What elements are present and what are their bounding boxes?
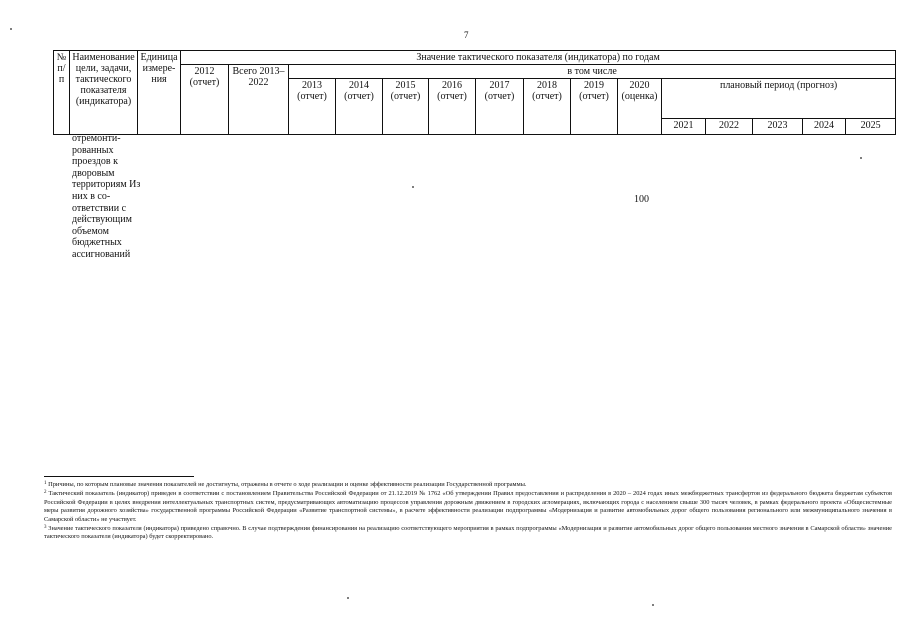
header-planned-year: 2025: [846, 119, 896, 135]
scan-speck: [860, 157, 862, 159]
footnotes: [44, 481, 892, 543]
footnote-3: $^3$ Значение тактического показателя (индикатора) приведено справочно. В случае подтверждения финансирования на реализацию соответствующего мероприятия в рамках подпрограммы «Модернизация и развитие автомобильных дорог общего пользования местного значения в Самарской области» значение тактического показателя (индикатора) будет скорректировано.: [44, 525, 892, 541]
header-planned-year: 2023: [753, 119, 803, 135]
header-planned-year: 2022: [706, 119, 753, 135]
header-values-by-year: Значение тактического показателя (индикатора) по годам: [181, 51, 896, 65]
header-indicator-name: Наименование цели, задачи, тактического показателя (индикатора): [70, 51, 138, 135]
header-year: 2013 (отчет): [289, 79, 336, 135]
header-planned-year: 2021: [662, 119, 706, 135]
footnote-2: $^2$ Тактический показатель (индикатор) приведен в соответствии с постановлением Правительства Российской Федерации от 21.12.2019 № 1762 «Об утверждении Правил предоставления и распределения в 2020 – 2024 годах иных межбюджетных трансфертов из федерального бюджета бюджетам субъектов Российской Федерации в целях внедрения интеллектуальных транспортных систем, предусматривающих автоматизацию процессов управления дорожным движением в городских агломерациях, включающих города с населением свыше 300 тысяч человек, в рамках федерального проекта «Общесистемные меры развития дорожного хозяйства» государственной программы Российской Федерации «Развитие транспортной системы», в расчете эффективности реализации подпрограммы «Модернизация и развитие автомобильных дорог общего пользования регионального или межмуниципального значения в Самарской области» не участвует.: [44, 490, 892, 523]
header-total: Всего 2013–2022: [229, 65, 289, 135]
header-planned-year: 2024: [803, 119, 846, 135]
header-year: 2016 (отчет): [429, 79, 476, 135]
header-year: 2017 (отчет): [476, 79, 524, 135]
indicator-description: отремонти-рованных проездов к дворовым территориям Из них в со-ответствии с действующим объемом бюджетных ассигнований: [72, 133, 141, 260]
scan-speck: [347, 597, 349, 599]
header-year: 2015 (отчет): [383, 79, 429, 135]
header-planned-period: плановый период (прогноз): [662, 79, 896, 119]
indicator-table: [53, 50, 896, 135]
scan-speck: [652, 604, 654, 606]
header-year: 2014 (отчет): [336, 79, 383, 135]
page-number: 7: [464, 30, 469, 40]
header-unit: Единица измере-ния: [138, 51, 181, 135]
scan-speck: [10, 28, 12, 30]
scan-speck: [412, 186, 414, 188]
header-year: 2018 (отчет): [524, 79, 571, 135]
header-including: в том числе: [289, 65, 896, 79]
header-year: 2019 (отчет): [571, 79, 618, 135]
footnote-divider: [44, 476, 194, 477]
header-year: 2020 (оценка): [618, 79, 662, 135]
header-number: № п/п: [54, 51, 70, 135]
header-2012: 2012 (отчет): [181, 65, 229, 135]
footnote-1: $^1$ Причины, по которым плановые значения показателей не достигнуты, отражены в отчете о ходе реализации и оценке эффективности реализации Государственной программы.: [44, 481, 527, 488]
value-2020: 100: [634, 194, 649, 205]
